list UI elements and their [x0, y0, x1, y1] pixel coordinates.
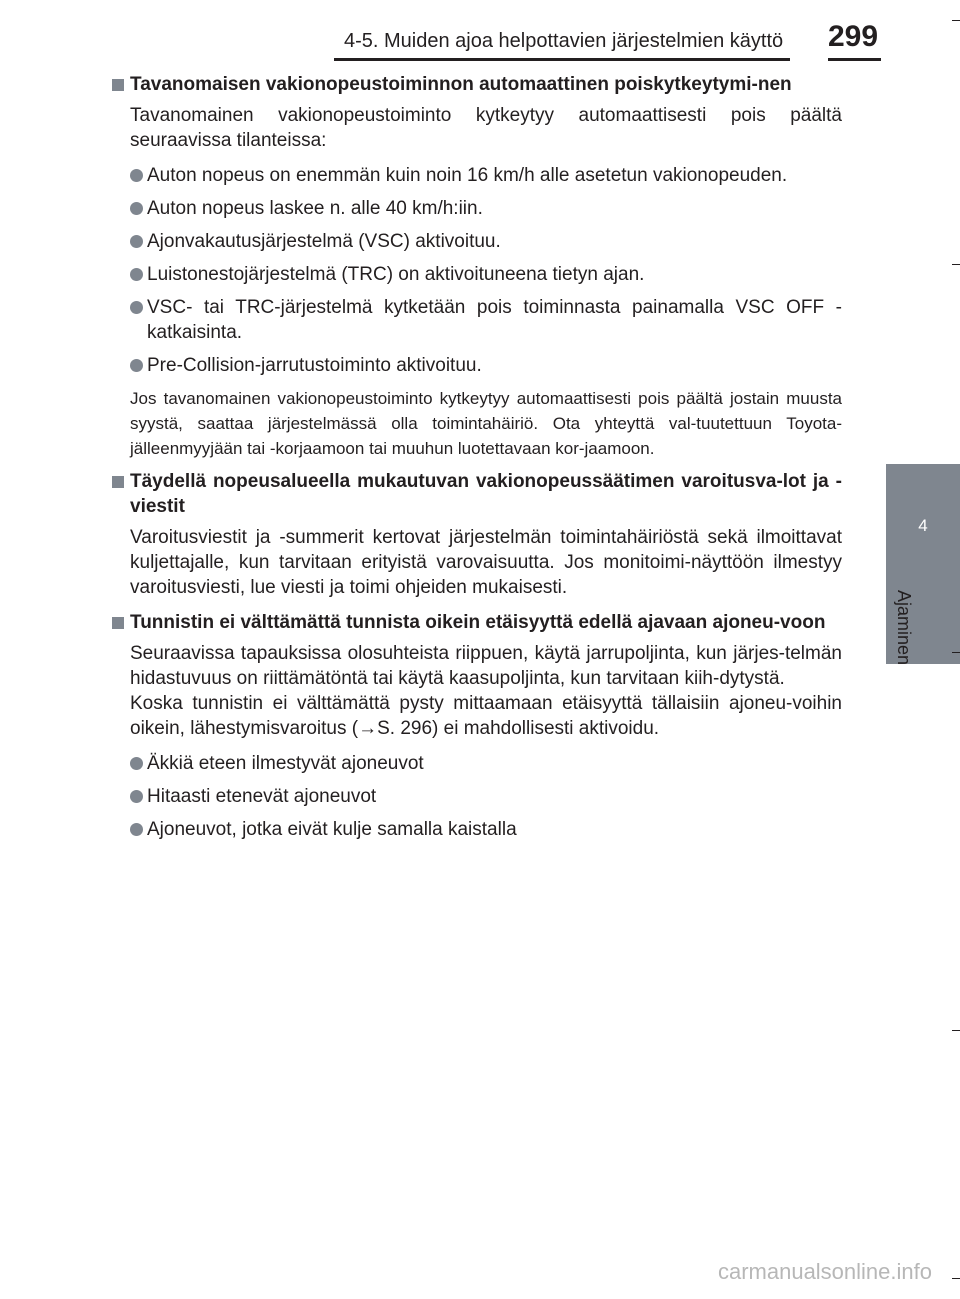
- list-item: [112, 295, 842, 345]
- crop-mark: [952, 652, 960, 653]
- round-bullet-icon: [130, 359, 143, 372]
- list-item-text: Luistonestojärjestelmä (TRC) on aktivoituneena tietyn ajan.: [147, 264, 645, 285]
- list-item-text: VSC- tai TRC-järjestelmä kytketään pois toiminnasta painamalla VSC OFF -katkaisinta.: [147, 297, 842, 343]
- round-bullet-icon: [130, 268, 143, 281]
- paragraph: Tavanomainen vakionopeustoiminto kytkeytyy automaattisesti pois päältä seuraavissa tilanteissa:: [130, 105, 842, 151]
- list-item-text: Ajoneuvot, jotka eivät kulje samalla kaistalla: [147, 819, 517, 840]
- section-heading-text: Tavanomaisen vakionopeustoiminnon automaattinen poiskytkeytymi-nen: [130, 74, 792, 95]
- list-item: [112, 262, 842, 287]
- section-heading: [112, 72, 842, 97]
- watermark: carmanualsonline.info: [717, 1259, 932, 1284]
- list-item: [112, 163, 842, 188]
- crop-mark: [952, 264, 960, 265]
- paragraph: Seuraavissa tapauksissa olosuhteista riippuen, käytä jarrupoljinta, kun järjes-telmän hidastuvuus on riittämätöntä tai käytä kaasupoljinta, kun tarvitaan kiih-dytystä.: [130, 643, 842, 689]
- list-item-text: Auton nopeus on enemmän kuin noin 16 km/h alle asetetun vakionopeuden.: [147, 165, 788, 186]
- section-heading: [112, 610, 842, 635]
- list-item-text: Hitaasti etenevät ajoneuvot: [147, 786, 377, 807]
- round-bullet-icon: [130, 757, 143, 770]
- square-bullet-icon: [112, 79, 124, 91]
- section-title: 4-5. Muiden ajoa helpottavien järjestelmien käyttö: [344, 30, 784, 52]
- page-number: 299: [828, 20, 879, 53]
- round-bullet-icon: [130, 301, 143, 314]
- list-item-text: Pre-Collision-jarrutustoiminto aktivoituu.: [147, 355, 482, 376]
- round-bullet-icon: [130, 169, 143, 182]
- round-bullet-icon: [130, 790, 143, 803]
- crop-mark: [952, 1278, 960, 1279]
- section-heading-text: Täydellä nopeusalueella mukautuvan vakionopeussäätimen varoitusva-lot ja -viestit: [130, 471, 842, 517]
- list-item-text: Ajonvakautusjärjestelmä (VSC) aktivoituu.: [147, 231, 501, 252]
- list-item: [112, 784, 842, 809]
- list-item-text: Äkkiä eteen ilmestyvät ajoneuvot: [147, 753, 424, 774]
- crop-mark: [952, 1030, 960, 1031]
- crop-mark: [952, 20, 960, 21]
- round-bullet-icon: [130, 202, 143, 215]
- main-content: [112, 72, 842, 850]
- header-rule-gap: [790, 58, 828, 61]
- section-heading-text: Tunnistin ei välttämättä tunnista oikein etäisyyttä edellä ajavaan ajoneu-voon: [130, 612, 826, 633]
- round-bullet-icon: [130, 823, 143, 836]
- section-heading: [112, 469, 842, 519]
- paragraph: Varoitusviestit ja -summerit kertovat järjestelmän toimintahäiriöstä sekä ilmoittavat kuljettajalle, kun tarvitaan erityistä varovaisuutta. Jos monitoimi-näyttöön ilmestyy varoitusviesti, lue viesti ja toimi ohjeiden mukaisesti.: [130, 527, 842, 598]
- list-item: [112, 751, 842, 776]
- paragraph: Koska tunnistin ei välttämättä pysty mittaamaan etäisyyttä tällaisiin ajoneu-voihin oikein, lähestymisvaroitus (→S. 296) ei mahdollisesti aktivoidu.: [130, 693, 842, 739]
- list-item: [112, 817, 842, 842]
- list-item: [112, 196, 842, 221]
- square-bullet-icon: [112, 617, 124, 629]
- list-item-text: Auton nopeus laskee n. alle 40 km/h:iin.: [147, 198, 483, 219]
- chapter-number: 4: [918, 516, 928, 535]
- list-item: [112, 229, 842, 254]
- note-paragraph: Jos tavanomainen vakionopeustoiminto kytkeytyy automaattisesti pois päältä jostain muusta syystä, saattaa järjestelmässä olla toimintahäiriö. Ota yhteyttä val-tuutettuun Toyota-jälleenmyyjään tai -korjaamoon tai muuhun luotettavaan kor-jaamoon.: [130, 389, 842, 458]
- list-item: [112, 353, 842, 378]
- square-bullet-icon: [112, 476, 124, 488]
- chapter-label: Ajaminen: [894, 590, 914, 666]
- round-bullet-icon: [130, 235, 143, 248]
